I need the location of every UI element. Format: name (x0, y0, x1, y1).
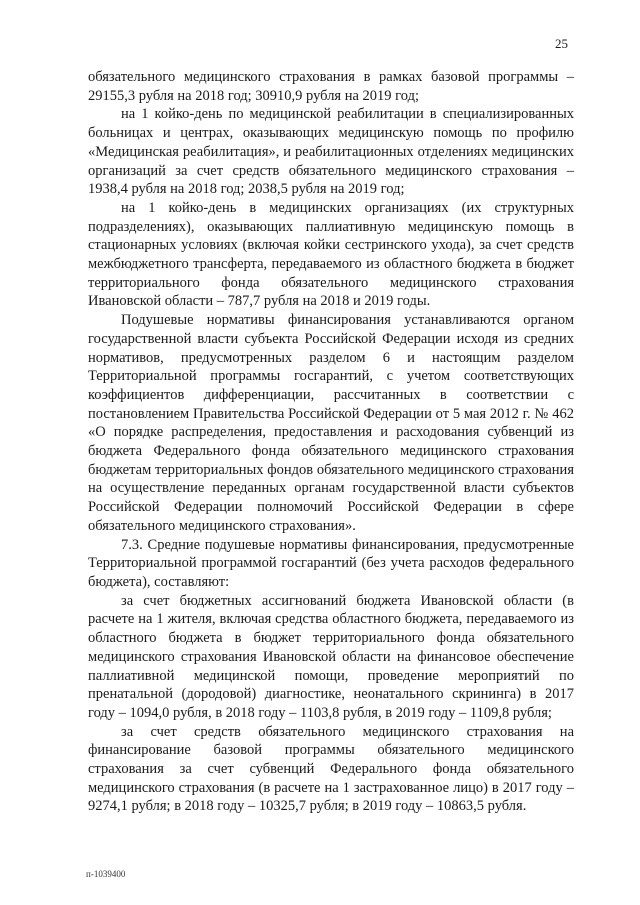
body-text (88, 68, 574, 816)
paragraph-regional-budget: за счет бюджетных ассигнований бюджета Ивановской области (в расчете на 1 жителя, включая средства областного бюджета, передаваемого из областного бюджета в бюджет территориального фонда обязательного медицинского страхования Ивановской области на финансовое обеспечение паллиативной медицинской помощи, проведение мероприятий по пренатальной (дородовой) диагностике, неонатального скрининга) в 2017 году – 1094,0 рубля, в 2018 году – 1103,8 рубля, в 2019 году – 1109,8 рубля; (88, 592, 574, 721)
footer-document-code: п-1039400 (86, 869, 126, 879)
paragraph-section-7-3: 7.3. Средние подушевые нормативы финансирования, предусмотренные Территориальной программой госгарантий (без учета расходов федерального бюджета), составляют: (88, 536, 574, 590)
paragraph-palliative-bed-day: на 1 койко-день в медицинских организациях (их структурных подразделениях), оказывающих паллиативную медицинскую помощь в стационарных условиях (включая койки сестринского ухода), за счет средств межбюджетного трансферта, передаваемого из областного бюджета в бюджет территориального фонда обязательного медицинского страхования Ивановской области – 787,7 рубля на 2018 и 2019 годы. (88, 199, 574, 310)
page-number: 25 (555, 36, 568, 51)
paragraph-compulsory-insurance: за счет средств обязательного медицинского страхования на финансирование базовой программы обязательного медицинского страхования за счет субвенций Федерального фонда обязательного медицинского страхования (в расчете на 1 застрахованное лицо) в 2017 году – 9274,1 рубля; в 2018 году – 10325,7 рубля; в 2019 году – 10863,5 рубля. (88, 723, 574, 815)
paragraph-per-capita-normatives: Подушевые нормативы финансирования устанавливаются органом государственной власти субъекта Российской Федерации исходя из средних нормативов, предусмотренных разделом 6 и настоящим разделом Территориальной программы госгарантий, с учетом соответствующих коэффициентов дифференциации, рассчитанных в соответствии с постановлением Правительства Российской Федерации от 5 мая 2012 г. № 462 «О порядке распределения, предоставления и расходования субвенций из бюджета Федерального фонда обязательного медицинского страхования бюджетам территориальных фондов обязательного медицинского страхования на осуществление переданных органам государственной власти субъектов Российской Федерации полномочий Российской Федерации в сфере обязательного медицинского страхования». (88, 312, 574, 534)
paragraph-rehabilitation-bed-day: на 1 койко-день по медицинской реабилитации в специализированных больницах и центрах, оказывающих медицинскую помощь по профилю «Медицинская реабилитация», и реабилитационных отделениях медицинских организаций за счет средств обязательного медицинского страхования – 1938,4 рубля на 2018 год; 2038,5 рубля на 2019 год; (88, 106, 574, 198)
paragraph-continuation: обязательного медицинского страхования в рамках базовой программы – 29155,3 рубля на 2018 год; 30910,9 рубля на 2019 год; (88, 69, 574, 104)
